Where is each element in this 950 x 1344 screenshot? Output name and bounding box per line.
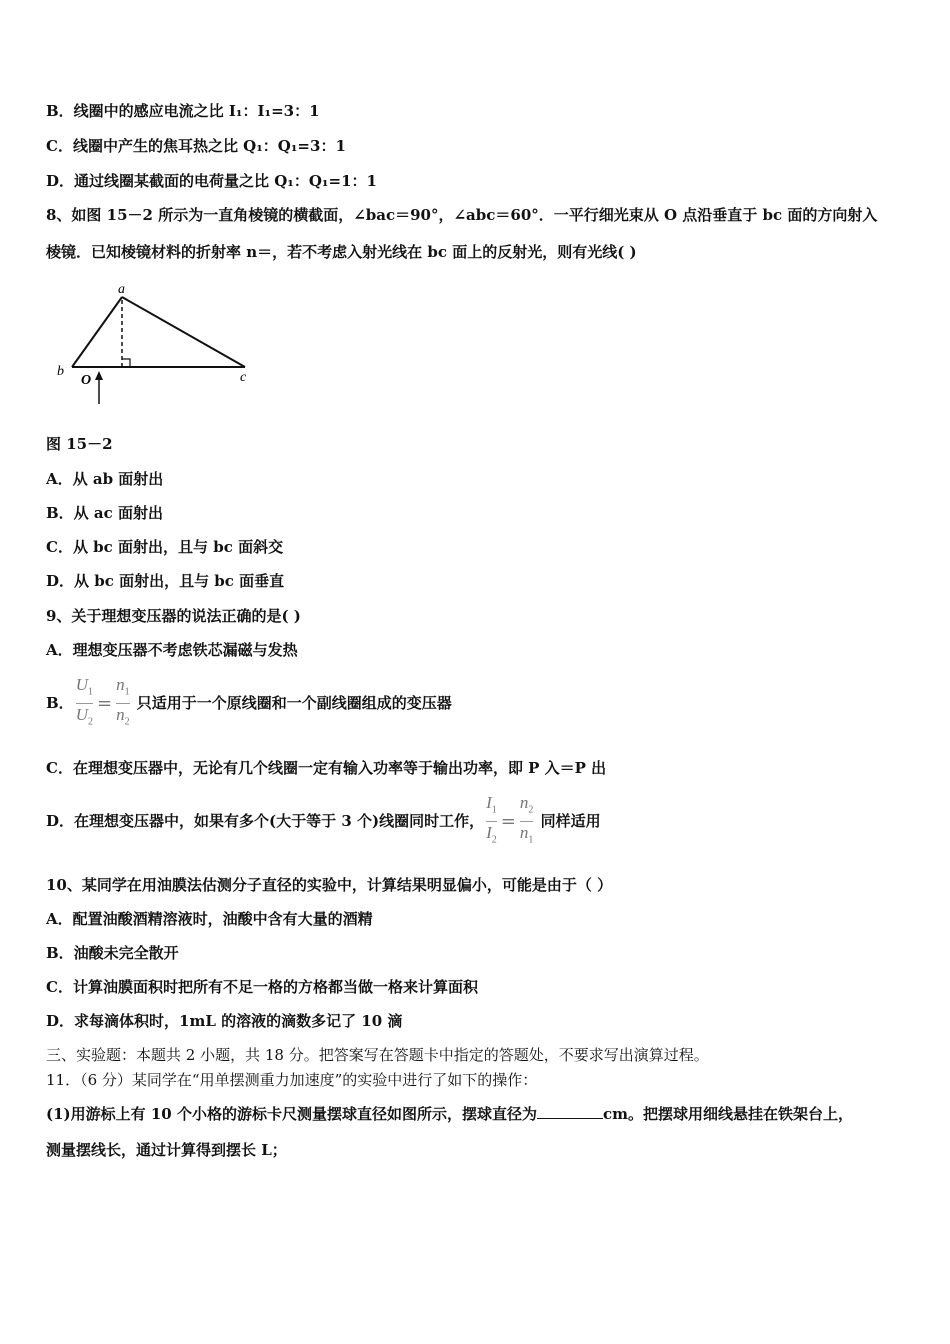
section-3-heading: 三、实验题：本题共 2 小题，共 18 分。把答案写在答题卡中指定的答题处，不要求写出演算过程。	[46, 1046, 709, 1064]
label-c: c	[240, 370, 247, 385]
q8-option-d: D．从 bc 面射出，且与 bc 面垂直	[46, 572, 285, 590]
q8-stem-line-1: 8、如图 15－2 所示为一直角棱镜的横截面，∠bac＝90°，∠abc＝60°．一平行细光束从 O 点沿垂直于 bc 面的方向射入	[46, 206, 878, 224]
q10-option-b: B．油酸未完全散开	[46, 944, 179, 962]
light-ray-arrow-head-icon	[95, 371, 103, 380]
q7-option-b: B．线圈中的感应电流之比 I₁：I₁=3：1	[46, 102, 320, 120]
equals-sign: =	[96, 692, 113, 714]
prism-figure	[52, 282, 262, 410]
q9-option-b	[46, 675, 910, 728]
q8-option-b: B．从 ac 面射出	[46, 504, 163, 522]
q9-option-d-text: D．在理想变压器中，如果有多个(大于等于 3 个)线圈同时工作，	[46, 811, 485, 830]
label-o: O	[81, 373, 92, 388]
q9-option-c: C．在理想变压器中，无论有几个线圈一定有输入功率等于输出功率，即 P 入＝P 出	[46, 759, 607, 777]
q10-option-d: D．求每滴体积时，1mL 的溶液的滴数多记了 10 滴	[46, 1012, 403, 1030]
prism-edge-ac	[122, 297, 245, 367]
fraction-n2-n1: $\frac{n_2}{n_1}$	[519, 793, 534, 846]
q9-option-b-text: 只适用于一个原线圈和一个副线圈组成的变压器	[136, 693, 452, 712]
q10-option-a: A．配置油酸酒精溶液时，油酸中含有大量的酒精	[46, 910, 373, 928]
equals-sign: =	[500, 810, 516, 832]
q8-option-a: A．从 ab 面射出	[46, 470, 164, 488]
fraction-u1-u2: $\frac{U_1}{U_2}$	[75, 675, 93, 728]
fraction-i1-i2: $\frac{I_1}{I_2}$	[486, 793, 497, 846]
q10-option-c: C．计算油膜面积时把所有不足一格的方格都当做一格来计算面积	[46, 978, 478, 996]
q11-part-1-line-1	[46, 1104, 910, 1124]
q11-part-1-text-a: (1)用游标上有 10 个小格的游标卡尺测量摆球直径如图所示，摆球直径为	[46, 1105, 537, 1123]
prism-edge-ab	[72, 297, 122, 367]
q11-part-1-text-b: cm。把摆球用细线悬挂在铁架台上，	[602, 1105, 853, 1123]
q9-stem: 9、关于理想变压器的说法正确的是( )	[46, 607, 301, 625]
right-angle-mark	[122, 359, 130, 367]
q11-stem: 11．（6 分）某同学在“用单摆测重力加速度”的实验中进行了如下的操作：	[46, 1071, 538, 1089]
figure-caption: 图 15－2	[46, 435, 113, 453]
fraction-n1-n2: $\frac{n_1}{n_2}$	[116, 675, 130, 728]
q8-option-c: C．从 bc 面射出，且与 bc 面斜交	[46, 538, 284, 556]
q9-option-b-prefix: B．	[46, 693, 74, 712]
label-a: a	[118, 282, 125, 297]
q9-option-a: A．理想变压器不考虑铁芯漏磁与发热	[46, 641, 298, 659]
q10-stem: 10、某同学在用油膜法估测分子直径的实验中，计算结果明显偏小，可能是由于（ ）	[46, 876, 613, 894]
q7-option-c: C．线圈中产生的焦耳热之比 Q₁：Q₁=3：1	[46, 137, 346, 155]
answer-blank[interactable]	[537, 1104, 603, 1119]
q9-option-d-suffix: 同样适用	[540, 811, 601, 830]
q8-stem-line-2: 棱镜．已知棱镜材料的折射率 n＝，若不考虑入射光线在 bc 面上的反射光，则有光线( )	[46, 243, 637, 261]
label-b: b	[57, 364, 64, 379]
q11-part-1-line-2: 测量摆线长，通过计算得到摆长 L；	[46, 1141, 287, 1159]
q7-option-d: D．通过线圈某截面的电荷量之比 Q₁：Q₁=1：1	[46, 172, 377, 190]
q9-option-d	[46, 793, 910, 846]
